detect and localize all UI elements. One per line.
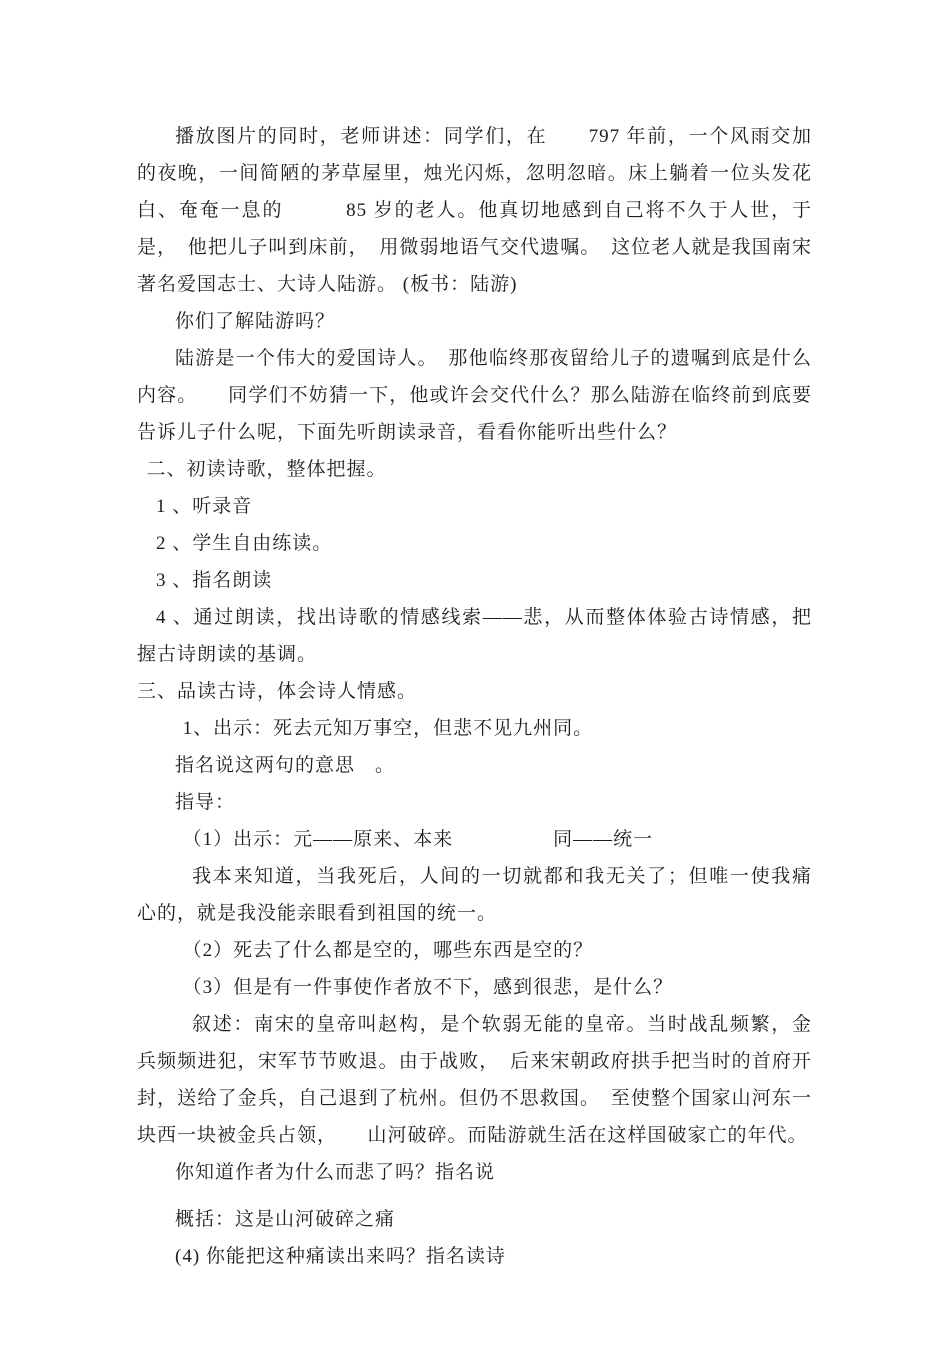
paragraph: （2）死去了什么都是空的，哪些东西是空的？ bbox=[182, 940, 594, 961]
paragraph: 概括：这是山河破碎之痛 bbox=[175, 1209, 396, 1230]
list-item: 4 、通过朗读，找出诗歌的情感线索——悲，从而整体体验古诗情感，把握古诗朗读的基调。 bbox=[137, 607, 812, 665]
paragraph: (4) 你能把这种痛读出来吗？指名读诗 bbox=[175, 1246, 506, 1267]
paragraph: （1）出示：元——原来、本来 同——统一 bbox=[182, 829, 654, 850]
paragraph: （3）但是有一件事使作者放不下，感到很悲，是什么？ bbox=[182, 977, 674, 998]
list-item: 2 、学生自由练读。 bbox=[156, 533, 333, 554]
paragraph: 1、出示：死去元知万事空，但悲不见九州同。 bbox=[182, 718, 594, 739]
list-item: 3 、指名朗读 bbox=[156, 570, 273, 591]
paragraph: 播放图片的同时，老师讲述：同学们，在 797 年前，一个风雨交加的夜晚，一间简陋的茅草屋里，烛光闪烁，忽明忽暗。床上躺着一位头发花白、奄奄一息的 85 岁的老人。他真切地感到自己将不久于人世，于是， 他把儿子叫到床前， 用微弱地语气交代遗嘱。 这位老人就是我国南宋著名爱国志士、大诗人陆游。 (板书：陆游) bbox=[137, 126, 812, 295]
list-item: 1 、听录音 bbox=[156, 496, 253, 517]
paragraph: 我本来知道，当我死后，人间的一切就都和我无关了；但唯一使我痛心的，就是我没能亲眼看到祖国的统一。 bbox=[137, 866, 812, 924]
paragraph: 叙述：南宋的皇帝叫赵构，是个软弱无能的皇帝。当时战乱频繁，金兵频频进犯，宋军节节败退。由于战败， 后来宋朝政府拱手把当时的首府开封，送给了金兵，自己退到了杭州。但仍不思救国。 至使整个国家山河东一块西一块被金兵占领， 山河破碎。而陆游就生活在这样国破家亡的年代。 bbox=[137, 1014, 812, 1146]
paragraph: 你知道作者为什么而悲了吗？指名说 bbox=[175, 1162, 496, 1183]
document-body bbox=[137, 118, 812, 1275]
section-heading: 三、品读古诗，体会诗人情感。 bbox=[137, 681, 418, 702]
paragraph: 陆游是一个伟大的爱国诗人。 那他临终那夜留给儿子的遗嘱到底是什么内容。 同学们不妨猜一下，他或许会交代什么？那么陆游在临终前到底要告诉儿子什么呢，下面先听朗读录音，看看你能听出些什么？ bbox=[137, 348, 812, 443]
section-heading: 二、初读诗歌，整体把握。 bbox=[146, 459, 387, 480]
paragraph: 指导： bbox=[175, 792, 236, 813]
paragraph: 你们了解陆游吗？ bbox=[175, 311, 336, 332]
paragraph: 指名说这两句的意思 。 bbox=[175, 755, 396, 776]
